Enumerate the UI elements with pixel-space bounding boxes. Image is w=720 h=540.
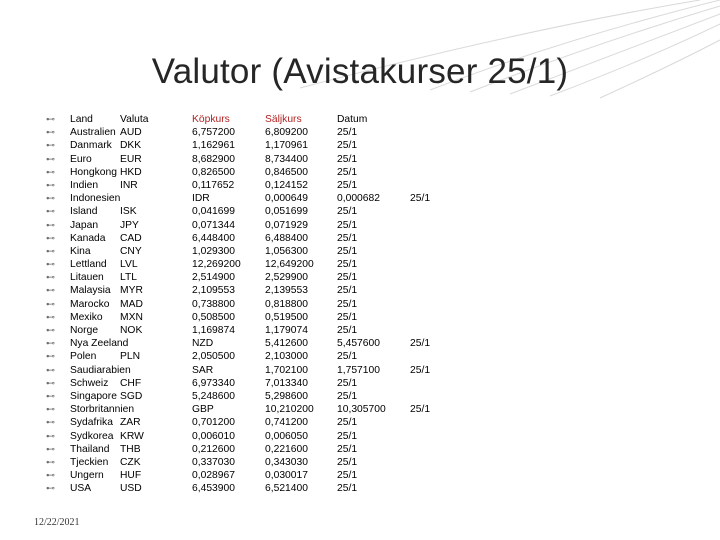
bullet-icon: ⊷	[46, 259, 55, 270]
cell-kopkurs: 2,050500	[192, 351, 235, 363]
cell-kopkurs: 1,029300	[192, 245, 235, 257]
cell-saljkurs: 0,343030	[265, 456, 308, 468]
bullet-icon: ⊷	[46, 140, 55, 151]
cell-extra: 25/1	[410, 364, 431, 376]
cell-saljkurs: 5,412600	[265, 338, 308, 350]
bullet-icon: ⊷	[46, 206, 55, 217]
cell-valuta: USD	[120, 483, 142, 495]
cell-valuta: DKK	[120, 140, 142, 152]
cell-valuta: CAD	[120, 232, 142, 244]
bullet-icon: ⊷	[46, 430, 55, 441]
bullet-icon: ⊷	[46, 377, 55, 388]
cell-datum: 25/1	[337, 390, 358, 402]
cell-saljkurs: 0,030017	[265, 470, 308, 482]
bullet-icon: ⊷	[46, 456, 55, 467]
cell-land: Sydkorea	[70, 430, 114, 442]
bullet-icon: ⊷	[46, 179, 55, 190]
cell-valuta: AUD	[120, 127, 142, 139]
cell-datum: 5,457600	[337, 338, 380, 350]
cell-saljkurs: 0,818800	[265, 298, 308, 310]
cell-land: Sydafrika	[70, 417, 113, 429]
cell-valuta: HKD	[120, 166, 142, 178]
cell-valuta: KRW	[120, 430, 144, 442]
cell-kopkurs: 0,117652	[192, 179, 235, 191]
cell-saljkurs: 10,210200	[265, 404, 314, 416]
cell-kopkurs: 0,212600	[192, 443, 235, 455]
cell-kopkurs: 0,006010	[192, 430, 235, 442]
cell-kopkurs: 0,701200	[192, 417, 235, 429]
cell-kopkurs: SAR	[192, 364, 214, 376]
cell-land: Hongkong	[70, 166, 117, 178]
cell-datum: 25/1	[337, 443, 358, 455]
cell-datum: 25/1	[337, 206, 358, 218]
cell-valuta: SGD	[120, 390, 143, 402]
cell-kopkurs: 0,041699	[192, 206, 235, 218]
cell-saljkurs: 1,179074	[265, 325, 308, 336]
cell-datum: 25/1	[337, 245, 358, 257]
cell-saljkurs: 6,488400	[265, 232, 308, 244]
bullet-icon: ⊷	[46, 193, 55, 204]
cell-kopkurs: 1,169874	[192, 325, 235, 336]
cell-valuta: PLN	[120, 351, 141, 363]
cell-kopkurs: 6,453900	[192, 483, 235, 495]
cell-saljkurs: 0,124152	[265, 179, 308, 191]
cell-datum: 25/1	[337, 127, 358, 139]
cell-datum: 25/1	[337, 166, 358, 178]
bullet-icon: ⊷	[46, 272, 55, 283]
cell-land: Litauen	[70, 272, 104, 284]
cell-land: Danmark	[70, 140, 112, 152]
cell-land: Schweiz	[70, 377, 109, 389]
cell-saljkurs: 7,013340	[265, 377, 308, 389]
cell-datum: 25/1	[337, 179, 358, 191]
cell-land: Polen	[70, 351, 97, 363]
cell-datum: 25/1	[337, 272, 358, 284]
cell-datum: 25/1	[337, 325, 358, 336]
cell-kopkurs: GBP	[192, 404, 214, 416]
cell-land: Euro	[70, 153, 92, 165]
cell-valuta: LTL	[120, 272, 137, 284]
bullet-icon: ⊷	[46, 417, 55, 428]
bullet-icon: ⊷	[46, 311, 55, 322]
cell-valuta: NOK	[120, 325, 143, 336]
cell-land: Norge	[70, 325, 99, 336]
cell-saljkurs: 12,649200	[265, 259, 314, 271]
cell-land: Singapore	[70, 390, 117, 402]
bullet-icon: ⊷	[46, 114, 55, 124]
cell-valuta: HUF	[120, 470, 142, 482]
cell-land: Indonesien	[70, 193, 121, 205]
cell-valuta: LVL	[120, 259, 138, 271]
cell-saljkurs: 8,734400	[265, 153, 308, 165]
cell-datum: 25/1	[337, 285, 358, 297]
cell-valuta: CHF	[120, 377, 142, 389]
cell-kopkurs: 2,109553	[192, 285, 235, 297]
cell-kopkurs: 2,514900	[192, 272, 235, 284]
cell-land: Thailand	[70, 443, 110, 455]
cell-datum: 25/1	[337, 298, 358, 310]
cell-land: Malaysia	[70, 285, 111, 297]
cell-datum: 0,000682	[337, 193, 380, 205]
cell-saljkurs: 0,006050	[265, 430, 308, 442]
cell-valuta: MXN	[120, 311, 143, 323]
cell-kopkurs: 0,508500	[192, 311, 235, 323]
bullet-icon: ⊷	[46, 298, 55, 309]
cell-land: Tjeckien	[70, 456, 109, 468]
cell-datum: 25/1	[337, 470, 358, 482]
cell-valuta: EUR	[120, 153, 142, 165]
bullet-icon: ⊷	[46, 153, 55, 164]
cell-land: Saudiarabien	[70, 364, 131, 376]
cell-kopkurs: IDR	[192, 193, 210, 205]
cell-kopkurs: 8,682900	[192, 153, 235, 165]
bullet-icon: ⊷	[46, 351, 55, 362]
cell-saljkurs: 0,051699	[265, 206, 308, 218]
cell-valuta: THB	[120, 443, 141, 455]
bullet-icon: ⊷	[46, 390, 55, 401]
cell-land: USA	[70, 483, 92, 495]
cell-valuta: CZK	[120, 456, 141, 468]
cell-datum: 25/1	[337, 219, 358, 231]
cell-datum: 25/1	[337, 430, 358, 442]
cell-extra: 25/1	[410, 338, 431, 350]
cell-valuta: ISK	[120, 206, 137, 218]
cell-extra: 25/1	[410, 404, 431, 416]
cell-datum: 25/1	[337, 232, 358, 244]
footer-date: 12/22/2021	[34, 517, 80, 528]
cell-saljkurs: 0,071929	[265, 219, 308, 231]
bullet-icon: ⊷	[46, 470, 55, 481]
cell-saljkurs: 2,103000	[265, 351, 308, 363]
cell-kopkurs: 0,071344	[192, 219, 235, 231]
cell-datum: 1,757100	[337, 364, 380, 376]
cell-land: Kina	[70, 245, 91, 257]
cell-kopkurs: 6,448400	[192, 232, 235, 244]
cell-land: Australien	[70, 127, 116, 139]
cell-kopkurs: 6,973340	[192, 377, 235, 389]
cell-kopkurs: 5,248600	[192, 390, 235, 402]
cell-datum: 25/1	[337, 483, 358, 495]
cell-datum: 25/1	[337, 377, 358, 389]
cell-land: Storbritannien	[70, 404, 135, 416]
cell-land: Island	[70, 206, 98, 218]
bullet-icon: ⊷	[46, 364, 55, 375]
cell-saljkurs: 1,170961	[265, 140, 308, 152]
cell-datum: 25/1	[337, 140, 358, 152]
cell-valuta: MAD	[120, 298, 143, 310]
cell-datum: 25/1	[337, 153, 358, 165]
cell-kopkurs: 0,738800	[192, 298, 235, 310]
cell-land: Kanada	[70, 232, 106, 244]
cell-saljkurs: 0,221600	[265, 443, 308, 455]
cell-saljkurs: 1,702100	[265, 364, 308, 376]
cell-saljkurs: 1,056300	[265, 245, 308, 257]
cell-valuta: JPY	[120, 219, 139, 231]
cell-land: Mexiko	[70, 311, 103, 323]
bullet-icon: ⊷	[46, 325, 55, 335]
bullet-icon: ⊷	[46, 166, 55, 177]
cell-valuta: ZAR	[120, 417, 141, 429]
header-kopkurs: Köpkurs	[192, 114, 230, 125]
cell-land: Marocko	[70, 298, 110, 310]
cell-datum: 25/1	[337, 311, 358, 323]
header-land: Land	[70, 114, 93, 125]
cell-kopkurs: NZD	[192, 338, 214, 350]
bullet-icon: ⊷	[46, 127, 55, 138]
cell-saljkurs: 2,529900	[265, 272, 308, 284]
bullet-icon: ⊷	[46, 232, 55, 243]
header-saljkurs: Säljkurs	[265, 114, 302, 125]
cell-kopkurs: 0,826500	[192, 166, 235, 178]
cell-saljkurs: 6,809200	[265, 127, 308, 139]
cell-land: Japan	[70, 219, 99, 231]
cell-extra: 25/1	[410, 193, 431, 205]
cell-kopkurs: 0,028967	[192, 470, 235, 482]
page-title: Valutor (Avistakurser 25/1)	[151, 52, 569, 91]
cell-datum: 25/1	[337, 351, 358, 363]
bullet-icon: ⊷	[46, 285, 55, 296]
cell-land: Nya Zeeland	[70, 338, 129, 350]
bullet-icon: ⊷	[46, 404, 55, 415]
cell-valuta: CNY	[120, 245, 142, 257]
cell-land: Lettland	[70, 259, 107, 271]
cell-kopkurs: 6,757200	[192, 127, 235, 139]
cell-kopkurs: 1,162961	[192, 140, 235, 152]
cell-valuta: INR	[120, 179, 138, 191]
cell-saljkurs: 0,000649	[265, 193, 308, 205]
cell-saljkurs: 0,519500	[265, 311, 308, 323]
cell-datum: 10,305700	[337, 404, 386, 416]
bullet-icon: ⊷	[46, 219, 55, 230]
cell-saljkurs: 2,139553	[265, 285, 308, 297]
cell-saljkurs: 0,846500	[265, 166, 308, 178]
cell-kopkurs: 0,337030	[192, 456, 235, 468]
bullet-icon: ⊷	[46, 245, 55, 256]
header-valuta: Valuta	[120, 114, 149, 125]
cell-datum: 25/1	[337, 259, 358, 271]
cell-land: Indien	[70, 179, 99, 191]
cell-kopkurs: 12,269200	[192, 259, 241, 271]
cell-valuta: MYR	[120, 285, 143, 297]
bullet-icon: ⊷	[46, 443, 55, 454]
cell-datum: 25/1	[337, 456, 358, 468]
bullet-icon: ⊷	[46, 338, 55, 349]
cell-saljkurs: 0,741200	[265, 417, 308, 429]
cell-saljkurs: 5,298600	[265, 390, 308, 402]
cell-saljkurs: 6,521400	[265, 483, 308, 495]
bullet-icon: ⊷	[46, 483, 55, 494]
cell-land: Ungern	[70, 470, 104, 482]
cell-datum: 25/1	[337, 417, 358, 429]
header-datum: Datum	[337, 114, 368, 125]
